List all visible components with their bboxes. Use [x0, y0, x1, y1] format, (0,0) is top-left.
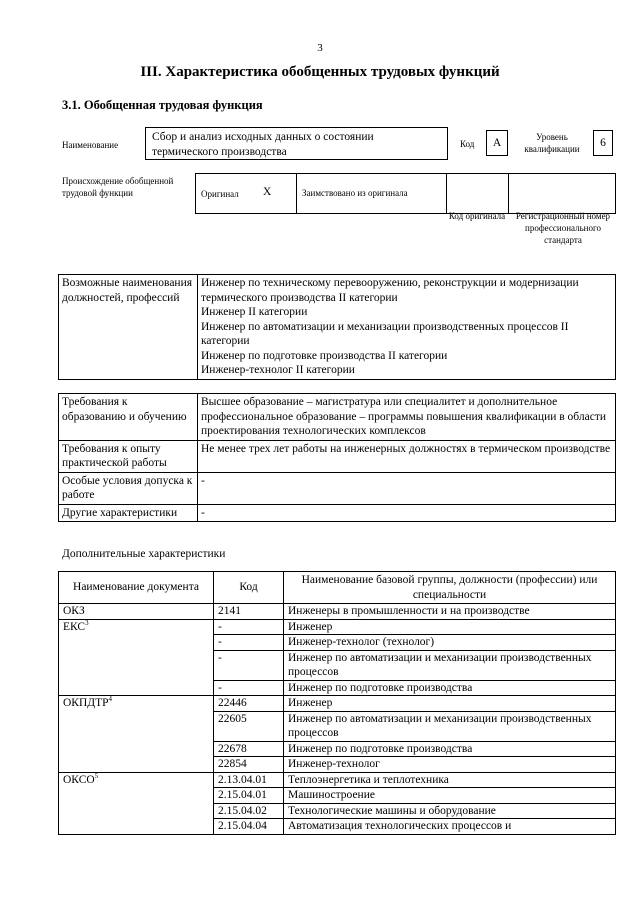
subsection-title: 3.1. Обобщенная трудовая функция	[62, 98, 263, 112]
level-value: 6	[600, 137, 606, 149]
doc-name: ОКПДТР	[63, 697, 109, 709]
level-label: Уровень квалификации	[524, 132, 580, 154]
name-label: Наименование	[62, 140, 119, 150]
name-cell: Инженер-технолог (технолог)	[284, 635, 616, 651]
section-title: III. Характеристика обобщенных трудовых функций	[140, 64, 500, 80]
name-cell: Теплоэнергетика и теплотехника	[284, 772, 616, 788]
code-original-caption: Код оригинала	[448, 211, 506, 221]
doc-name-cell	[59, 604, 214, 620]
requirement-value: Высшее образование – магистратура или специалитет и дополнительное профессиональное образование – программы повышения квалификации в области проектирования технологических комплексов	[198, 394, 616, 441]
origin-divider-2	[446, 174, 447, 213]
doc-name: ЕКС	[63, 620, 86, 633]
name-cell: Машиностроение	[284, 788, 616, 804]
name-cell: Инженер по автоматизации и механизации производственных процессов	[284, 650, 616, 680]
doc-name-cell	[59, 772, 214, 834]
requirement-label: Требования к опыту практической работы	[59, 440, 198, 472]
code-cell: 22605	[214, 711, 284, 741]
name-cell: Инженер по подготовке производства	[284, 741, 616, 757]
code-cell: 2.13.04.01	[214, 772, 284, 788]
position-item: Инженер по техническому перевооружению, реконструкции и модернизации термического производства II категории	[201, 277, 579, 304]
name-cell: Инженер-технолог	[284, 757, 616, 773]
doc-name-cell	[59, 619, 214, 696]
additional-title: Дополнительные характеристики	[62, 548, 226, 560]
name-cell: Инженер	[284, 619, 616, 635]
origin-divider-3	[508, 174, 509, 213]
requirement-row	[59, 440, 616, 472]
code-cell: -	[214, 619, 284, 635]
requirement-row	[59, 504, 616, 522]
requirement-row	[59, 472, 616, 504]
code-cell: 22678	[214, 741, 284, 757]
requirement-label: Особые условия допуска к работе	[59, 472, 198, 504]
code-cell: 22854	[214, 757, 284, 773]
doc-name: ОКЗ	[63, 605, 85, 617]
requirement-value: -	[198, 504, 616, 522]
table-row	[59, 619, 616, 635]
positions-label: Возможные наименования должностей, профессий	[59, 275, 198, 380]
name-cell: Инженер	[284, 696, 616, 712]
code-cell: 2.15.04.01	[214, 788, 284, 804]
requirement-row	[59, 394, 616, 441]
name-cell: Инженер по автоматизации и механизации производственных процессов	[284, 711, 616, 741]
origin-label: Происхождение обобщенной трудовой функции	[62, 176, 174, 198]
code-label: Код	[460, 139, 475, 149]
requirement-value: Не менее трех лет работы на инженерных должностях в термическом производстве	[198, 440, 616, 472]
origin-box	[195, 173, 616, 214]
code-box	[486, 130, 508, 156]
table-header-row	[59, 572, 616, 604]
function-name-value: Сбор и анализ исходных данных о состоянии термического производства	[152, 131, 374, 158]
position-item: Инженер-технолог II категории	[201, 364, 355, 376]
header-name: Наименование базовой группы, должности (профессии) или специальности	[284, 572, 616, 604]
requirement-label: Другие характеристики	[59, 504, 198, 522]
code-cell: 22446	[214, 696, 284, 712]
code-cell: -	[214, 650, 284, 680]
requirement-value: -	[198, 472, 616, 504]
name-cell: Технологические машины и оборудование	[284, 803, 616, 819]
additional-body	[59, 604, 616, 835]
doc-name: ОКСО	[63, 773, 95, 786]
requirement-label: Требования к образованию и обучению	[59, 394, 198, 441]
origin-divider-1	[296, 174, 297, 213]
reg-number-caption: Регистрационный номер профессионального стандарта	[515, 211, 611, 245]
name-cell: Инженеры в промышленности и на производстве	[284, 604, 616, 620]
position-item: Инженер II категории	[201, 306, 308, 318]
code-cell: -	[214, 635, 284, 651]
name-cell: Инженер по подготовке производства	[284, 680, 616, 696]
positions-row	[59, 275, 616, 380]
footnote-ref: 5	[94, 771, 99, 780]
footnote-ref: 3	[85, 618, 89, 627]
position-item: Инженер по автоматизации и механизации производственных процессов II категории	[201, 320, 569, 347]
level-box	[593, 130, 613, 156]
positions-list	[198, 275, 616, 380]
name-cell: Автоматизация технологических процессов и	[284, 819, 616, 835]
page-number: 3	[317, 42, 323, 54]
code-value: А	[492, 137, 502, 149]
original-mark: Х	[263, 186, 272, 198]
position-item: Инженер по подготовке производства II категории	[201, 349, 448, 362]
header-code: Код	[214, 572, 284, 604]
function-name-box	[145, 127, 448, 160]
original-label: Оригинал	[201, 189, 239, 199]
table-row	[59, 772, 616, 788]
table-row	[59, 696, 616, 712]
footnote-ref: 4	[108, 695, 113, 704]
positions-table	[58, 274, 616, 380]
doc-name-cell	[59, 696, 214, 773]
code-cell: 2.15.04.02	[214, 803, 284, 819]
header-doc: Наименование документа	[59, 572, 214, 604]
requirements-table	[58, 393, 616, 522]
table-row	[59, 604, 616, 620]
code-cell: 2141	[214, 604, 284, 620]
additional-table	[58, 571, 616, 835]
code-cell: -	[214, 680, 284, 696]
borrowed-label: Заимствовано из оригинала	[302, 188, 408, 198]
code-cell: 2.15.04.04	[214, 819, 284, 835]
